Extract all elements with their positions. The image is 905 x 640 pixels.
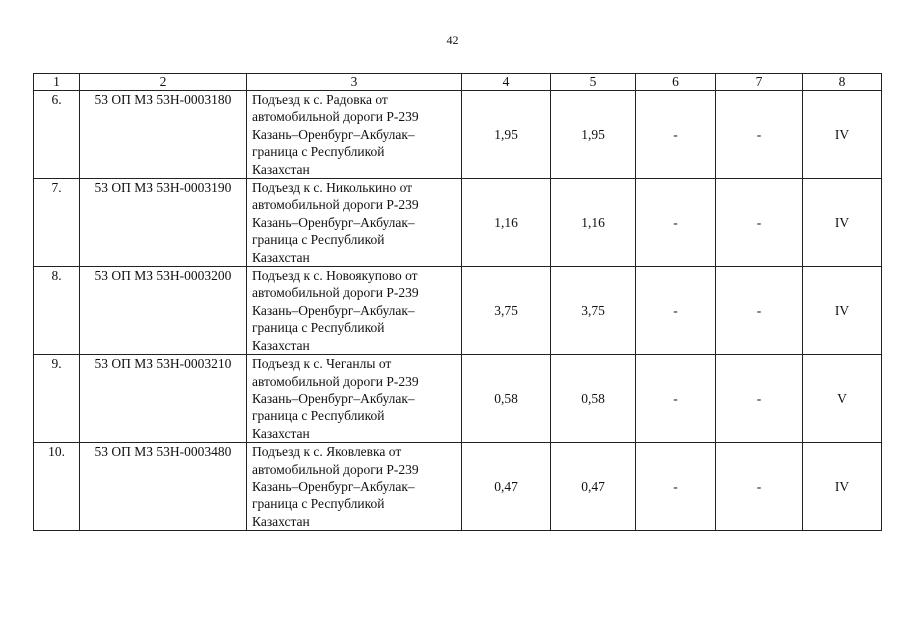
road-id: 53 ОП МЗ 53Н-0003190 (80, 179, 247, 267)
road-name-line: Казань–Оренбург–Акбулак– (252, 214, 415, 230)
road-name-line: Подъезд к с. Чеганлы от (252, 356, 392, 372)
road-name (247, 443, 462, 531)
road-name-line: автомобильной дороги Р-239 (252, 197, 419, 213)
road-category: IV (803, 443, 882, 531)
road-name-line: Казань–Оренбург–Акбулак– (252, 478, 415, 494)
column-7-value: - (716, 179, 803, 267)
column-4-value: 1,95 (462, 91, 551, 179)
column-6-value: - (636, 267, 716, 355)
column-5-value: 0,58 (551, 355, 636, 443)
road-name-line: граница с Республикой (252, 320, 385, 336)
column-header: 6 (636, 74, 716, 91)
column-4-value: 0,58 (462, 355, 551, 443)
road-category: V (803, 355, 882, 443)
column-4-value: 0,47 (462, 443, 551, 531)
column-header: 3 (247, 74, 462, 91)
column-7-value: - (716, 267, 803, 355)
column-5-value: 0,47 (551, 443, 636, 531)
row-number: 8. (34, 267, 80, 355)
road-name (247, 179, 462, 267)
column-header: 4 (462, 74, 551, 91)
road-id: 53 ОП МЗ 53Н-0003210 (80, 355, 247, 443)
road-name-line: Казахстан (252, 337, 310, 353)
road-name (247, 91, 462, 179)
row-number: 7. (34, 179, 80, 267)
road-id: 53 ОП МЗ 53Н-0003200 (80, 267, 247, 355)
table-row (34, 91, 882, 179)
road-name-line: граница с Республикой (252, 496, 385, 512)
column-6-value: - (636, 179, 716, 267)
road-name-line: граница с Республикой (252, 408, 385, 424)
road-category: IV (803, 179, 882, 267)
column-7-value: - (716, 443, 803, 531)
column-6-value: - (636, 443, 716, 531)
column-5-value: 1,95 (551, 91, 636, 179)
road-name-line: Казахстан (252, 249, 310, 265)
column-5-value: 3,75 (551, 267, 636, 355)
column-7-value: - (716, 91, 803, 179)
road-name-line: Подъезд к с. Яковлевка от (252, 444, 402, 460)
road-name-line: автомобильной дороги Р-239 (252, 109, 419, 125)
road-name-line: граница с Республикой (252, 232, 385, 248)
road-name-line: Подъезд к с. Николькино от (252, 180, 413, 196)
road-name-line: Казань–Оренбург–Акбулак– (252, 126, 415, 142)
column-4-value: 1,16 (462, 179, 551, 267)
road-id: 53 ОП МЗ 53Н-0003180 (80, 91, 247, 179)
road-category: IV (803, 91, 882, 179)
table-row (34, 355, 882, 443)
road-name-line: Подъезд к с. Новоякупово от (252, 268, 418, 284)
road-name-line: Казахстан (252, 513, 310, 529)
road-name-line: Казахстан (252, 425, 310, 441)
table-row (34, 267, 882, 355)
column-7-value: - (716, 355, 803, 443)
row-number: 9. (34, 355, 80, 443)
road-name-line: автомобильной дороги Р-239 (252, 285, 419, 301)
row-number: 10. (34, 443, 80, 531)
table-row (34, 443, 882, 531)
road-name-line: Казань–Оренбург–Акбулак– (252, 390, 415, 406)
road-name-line: Казань–Оренбург–Акбулак– (252, 302, 415, 318)
road-name (247, 267, 462, 355)
road-name-line: Подъезд к с. Радовка от (252, 92, 388, 107)
column-6-value: - (636, 355, 716, 443)
road-name-line: автомобильной дороги Р-239 (252, 373, 419, 389)
column-5-value: 1,16 (551, 179, 636, 267)
row-number: 6. (34, 91, 80, 179)
road-name-line: автомобильной дороги Р-239 (252, 461, 419, 477)
road-name-line: Казахстан (252, 161, 310, 177)
road-category: IV (803, 267, 882, 355)
page-number: 42 (446, 33, 459, 47)
column-4-value: 3,75 (462, 267, 551, 355)
column-6-value: - (636, 91, 716, 179)
road-registry-table (33, 73, 882, 531)
road-name (247, 355, 462, 443)
road-id: 53 ОП МЗ 53Н-0003480 (80, 443, 247, 531)
column-header: 8 (803, 74, 882, 91)
road-name-line: граница с Республикой (252, 144, 385, 160)
column-header: 5 (551, 74, 636, 91)
column-header: 2 (80, 74, 247, 91)
column-header: 7 (716, 74, 803, 91)
table-row (34, 179, 882, 267)
table-header-row (34, 74, 882, 91)
column-header: 1 (34, 74, 80, 91)
